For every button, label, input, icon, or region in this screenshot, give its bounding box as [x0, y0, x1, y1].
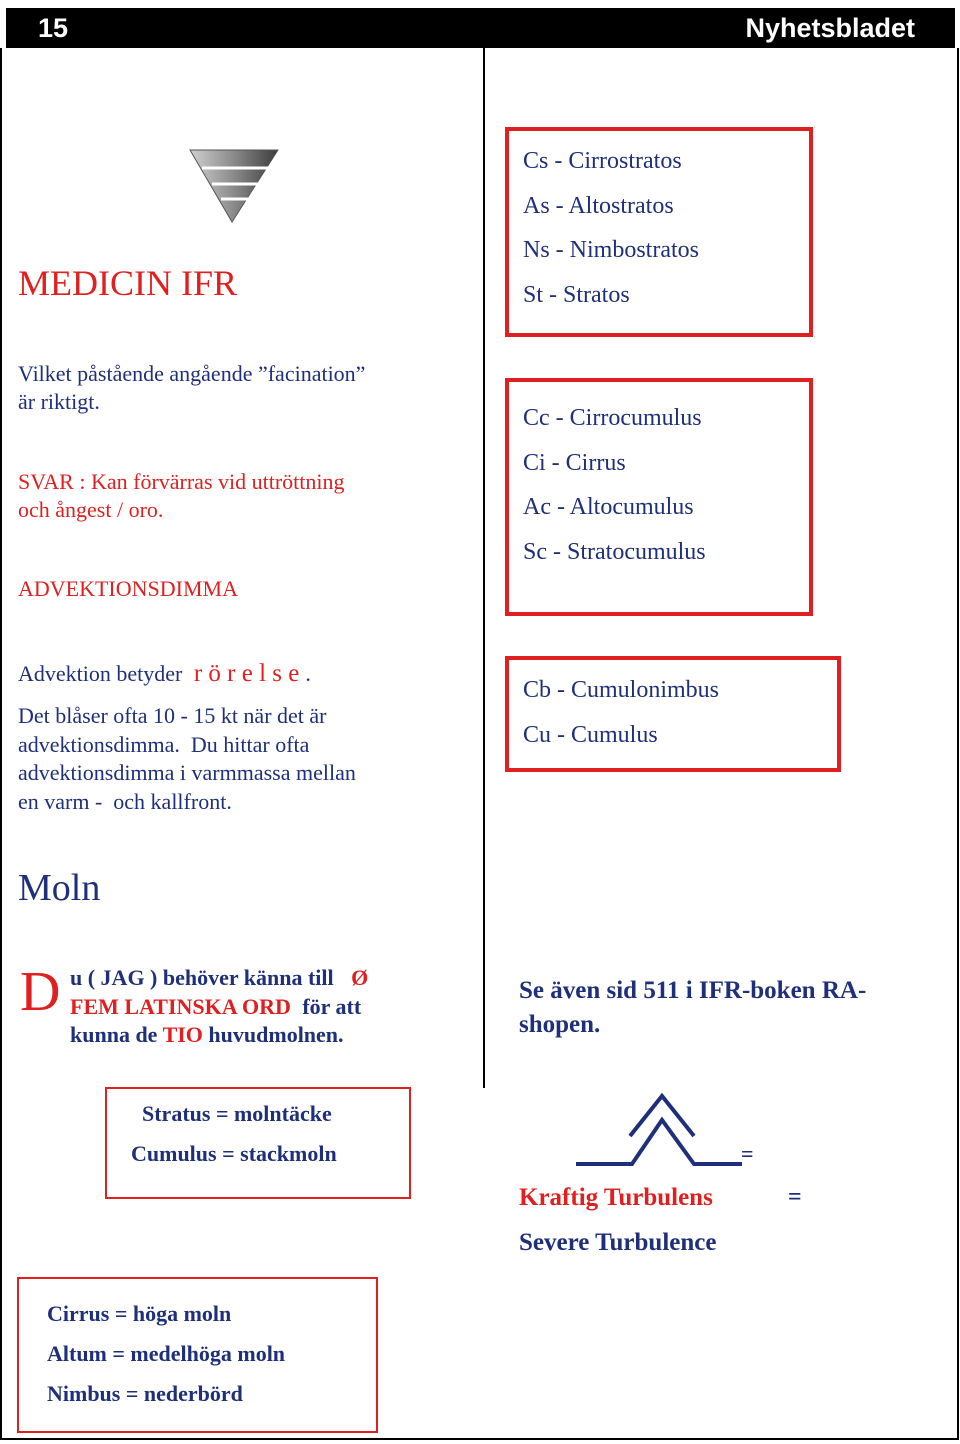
box-line: Cumulus = stackmoln	[131, 1141, 337, 1166]
definition-box-cirrus-altum-nimbus	[17, 1277, 378, 1433]
answer-text	[18, 468, 345, 524]
intro-red-text: FEM LATINSKA ORD	[70, 993, 291, 1019]
intro-text: huvudmolnen.	[208, 1022, 344, 1047]
paragraph-line: en varm - och kallfront.	[18, 788, 232, 814]
question-line: Vilket påstående angående ”facination”	[18, 361, 366, 386]
definition-box-stratus-cumulus	[105, 1087, 411, 1199]
intro-line	[70, 964, 368, 993]
definition-prefix: Advektion betyder	[18, 661, 183, 686]
cloud-abbreviation: As - Altostratos	[523, 192, 674, 219]
intro-text: för att	[302, 993, 362, 1019]
page-number: 15	[38, 13, 69, 43]
advektion-title: ADVEKTIONSDIMMA	[18, 576, 238, 601]
answer-line: SVAR : Kan förvärras vid uttröttning	[18, 469, 345, 494]
turbulence-english: Severe Turbulence	[519, 1229, 717, 1256]
question-text	[18, 360, 365, 416]
intro-line	[70, 993, 368, 1022]
cloud-group-box-1	[505, 127, 813, 337]
severe-turbulence-symbol-icon	[576, 1092, 746, 1170]
cloud-abbreviation: Ac - Altocumulus	[523, 494, 694, 520]
column-divider	[483, 48, 485, 1088]
frame-bottom	[0, 1438, 959, 1440]
moln-intro	[70, 964, 368, 1050]
see-also-note: Se även sid 511 i IFR-boken RA-shopen.	[519, 977, 867, 1038]
section-title-medicin-ifr: MEDICIN IFR	[18, 263, 238, 303]
box-line: Cirrus = höga moln	[47, 1301, 232, 1326]
cloud-abbreviation: Sc - Stratocumulus	[523, 538, 706, 565]
definition-suffix: .	[305, 661, 311, 686]
cloud-abbreviation: Ci - Cirrus	[523, 449, 626, 476]
paragraph-line: Det blåser ofta 10 - 15 kt när det är	[18, 703, 327, 728]
answer-line: och ångest / oro.	[18, 497, 164, 522]
triangle-logo-icon	[188, 146, 280, 224]
paragraph-line: advektionsdimma i varmmassa mellan	[18, 760, 356, 785]
cloud-group-box-3	[505, 656, 841, 772]
turbulence-symbol-equals: =	[741, 1141, 754, 1166]
box-line: Stratus = molntäcke	[142, 1101, 332, 1126]
moln-heading: Moln	[18, 867, 101, 909]
cloud-abbreviation: St - Stratos	[523, 281, 630, 308]
frame-left	[0, 48, 2, 1438]
box-line: Nimbus = nederbörd	[47, 1381, 243, 1406]
question-line: är riktigt.	[18, 389, 100, 414]
drop-cap: D	[20, 961, 61, 1023]
intro-symbol: Ø	[351, 965, 369, 990]
box-line: Altum = medelhöga moln	[47, 1341, 286, 1366]
intro-text: u ( JAG ) behöver känna till	[70, 965, 334, 990]
cloud-abbreviation: Ns - Nimbostratos	[523, 237, 699, 263]
advektion-definition	[18, 660, 311, 688]
newsletter-title: Nyhetsbladet	[745, 13, 915, 43]
advektion-paragraph	[18, 702, 356, 816]
cloud-group-box-2	[505, 378, 813, 616]
paragraph-line: advektionsdimma. Du hittar ofta	[18, 731, 310, 757]
definition-word: r ö r e l s e	[193, 660, 300, 687]
cloud-abbreviation: Cb - Cumulonimbus	[523, 677, 720, 703]
intro-line	[70, 1021, 368, 1050]
page-header	[6, 8, 955, 48]
intro-text: kunna de	[70, 1022, 158, 1047]
intro-red-text: TIO	[162, 1022, 203, 1047]
turbulence-equals: =	[788, 1184, 802, 1210]
turbulence-swedish: Kraftig Turbulens	[519, 1184, 713, 1211]
frame-right	[957, 48, 959, 1438]
cloud-abbreviation: Cu - Cumulus	[523, 721, 658, 748]
cloud-abbreviation: Cs - Cirrostratos	[523, 148, 682, 174]
cloud-abbreviation: Cc - Cirrocumulus	[523, 405, 702, 431]
